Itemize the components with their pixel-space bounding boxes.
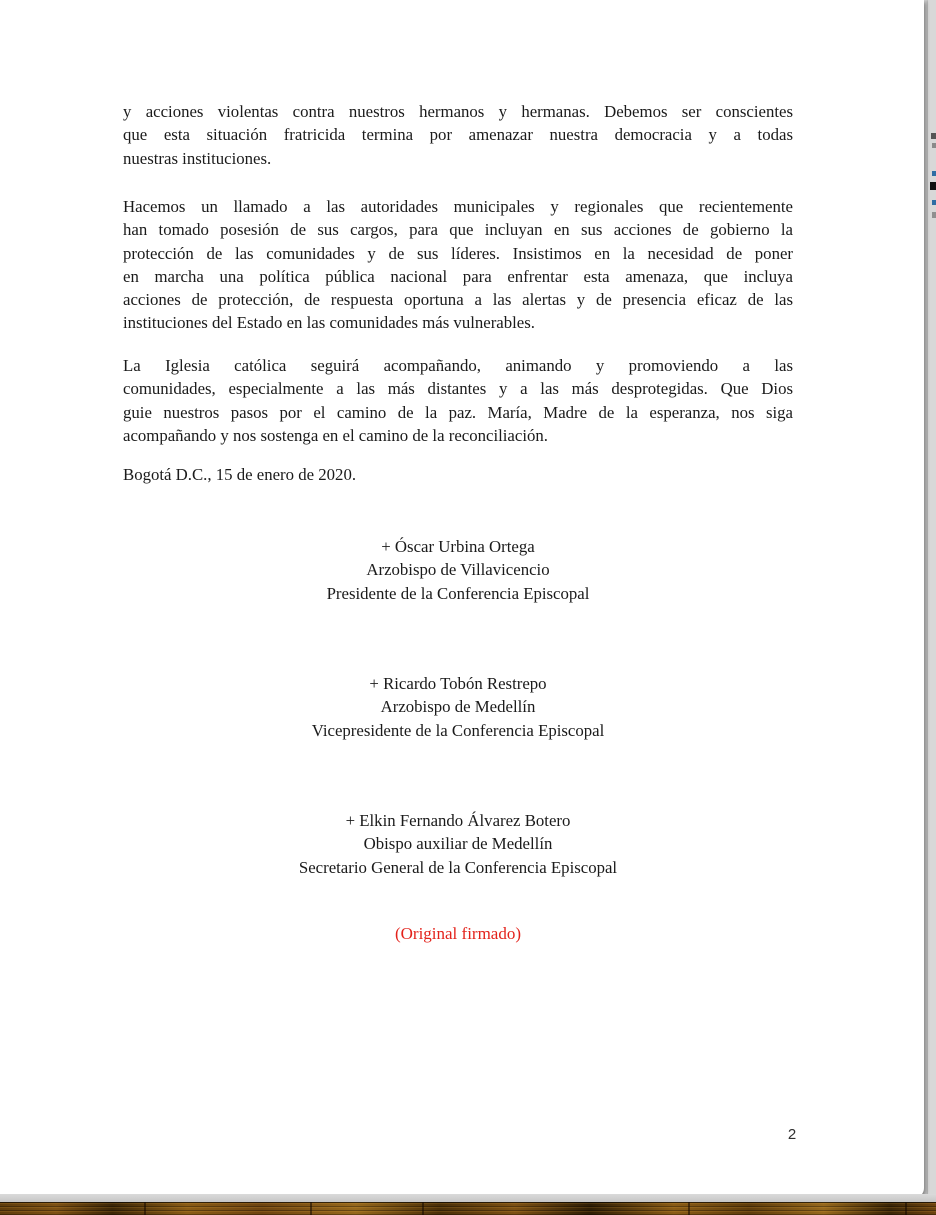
signatory-name: + Ricardo Tobón Restrepo	[369, 674, 547, 693]
text-line: La Iglesia católica seguirá acompañando, animando y promoviendo a las	[123, 356, 793, 375]
text-line: comunidades, especialmente a las más distantes y a las más desprotegidas. Que Dios	[123, 379, 793, 399]
paragraph	[123, 354, 793, 447]
text-line: que esta situación fratricida termina por amenazar nuestra democracia y a todas	[123, 125, 793, 145]
next-page-text-sliver	[932, 212, 936, 218]
text-line: acompañando y nos sostenga en el camino de la reconciliación.	[123, 425, 548, 445]
text-line: instituciones del Estado en las comunidades más vulnerables.	[123, 313, 535, 333]
text-line: en marcha una política pública nacional para enfrentar esta amenaza, que incluya	[123, 266, 793, 286]
next-page-link-sliver	[932, 171, 936, 176]
signatory-title: Arzobispo de Medellín	[380, 697, 536, 717]
next-page-text-sliver	[931, 133, 936, 139]
paragraph	[123, 195, 793, 335]
signed-note: (Original firmado)	[394, 924, 522, 943]
wood-seam	[905, 1202, 907, 1215]
wood-seam	[310, 1202, 312, 1215]
floor-shadow	[0, 1194, 936, 1202]
text-line: y acciones violentas contra nuestros hermanos y hermanas. Debemos ser conscientes	[123, 102, 793, 121]
date-line: Bogotá D.C., 15 de enero de 2020.	[123, 465, 357, 484]
signature-block	[123, 809, 793, 879]
next-page-edge[interactable]	[928, 0, 936, 1199]
signatory-role: Presidente de la Conferencia Episcopal	[326, 583, 590, 603]
signatory-name: + Elkin Fernando Álvarez Botero	[345, 811, 571, 830]
text-line: guie nuestros pasos por el camino de la paz. María, Madre de la esperanza, nos siga	[123, 402, 793, 422]
signatory-name: + Óscar Urbina Ortega	[381, 537, 535, 556]
text-line: Hacemos un llamado a las autoridades municipales y regionales que recientemente	[123, 197, 793, 216]
paragraph	[123, 100, 793, 170]
next-page-text-sliver	[932, 143, 936, 148]
wood-seam	[688, 1202, 690, 1215]
signatory-title: Arzobispo de Villavicencio	[366, 560, 550, 580]
signatory-title: Obispo auxiliar de Medellín	[363, 834, 553, 854]
text-line: acciones de protección, de respuesta oportuna a las alertas y de presencia eficaz de las	[123, 290, 793, 310]
wooden-shelf-bar	[0, 1202, 936, 1215]
next-page-link-sliver	[932, 200, 936, 205]
signature-block	[123, 535, 793, 605]
next-page-text-sliver	[930, 182, 936, 190]
text-line: nuestras instituciones.	[123, 148, 272, 168]
wood-seam	[144, 1202, 146, 1215]
text-line: protección de las comunidades y de sus líderes. Insistimos en la necesidad de poner	[123, 243, 793, 263]
wood-seam	[422, 1202, 424, 1215]
signatory-role: Vicepresidente de la Conferencia Episcopal	[311, 720, 605, 740]
text-line: han tomado posesión de sus cargos, para que incluyan en sus acciones de gobierno la	[123, 220, 793, 240]
signature-block	[123, 672, 793, 742]
signatory-role: Secretario General de la Conferencia Episcopal	[298, 857, 618, 877]
page-number-label: 2	[787, 1126, 797, 1143]
